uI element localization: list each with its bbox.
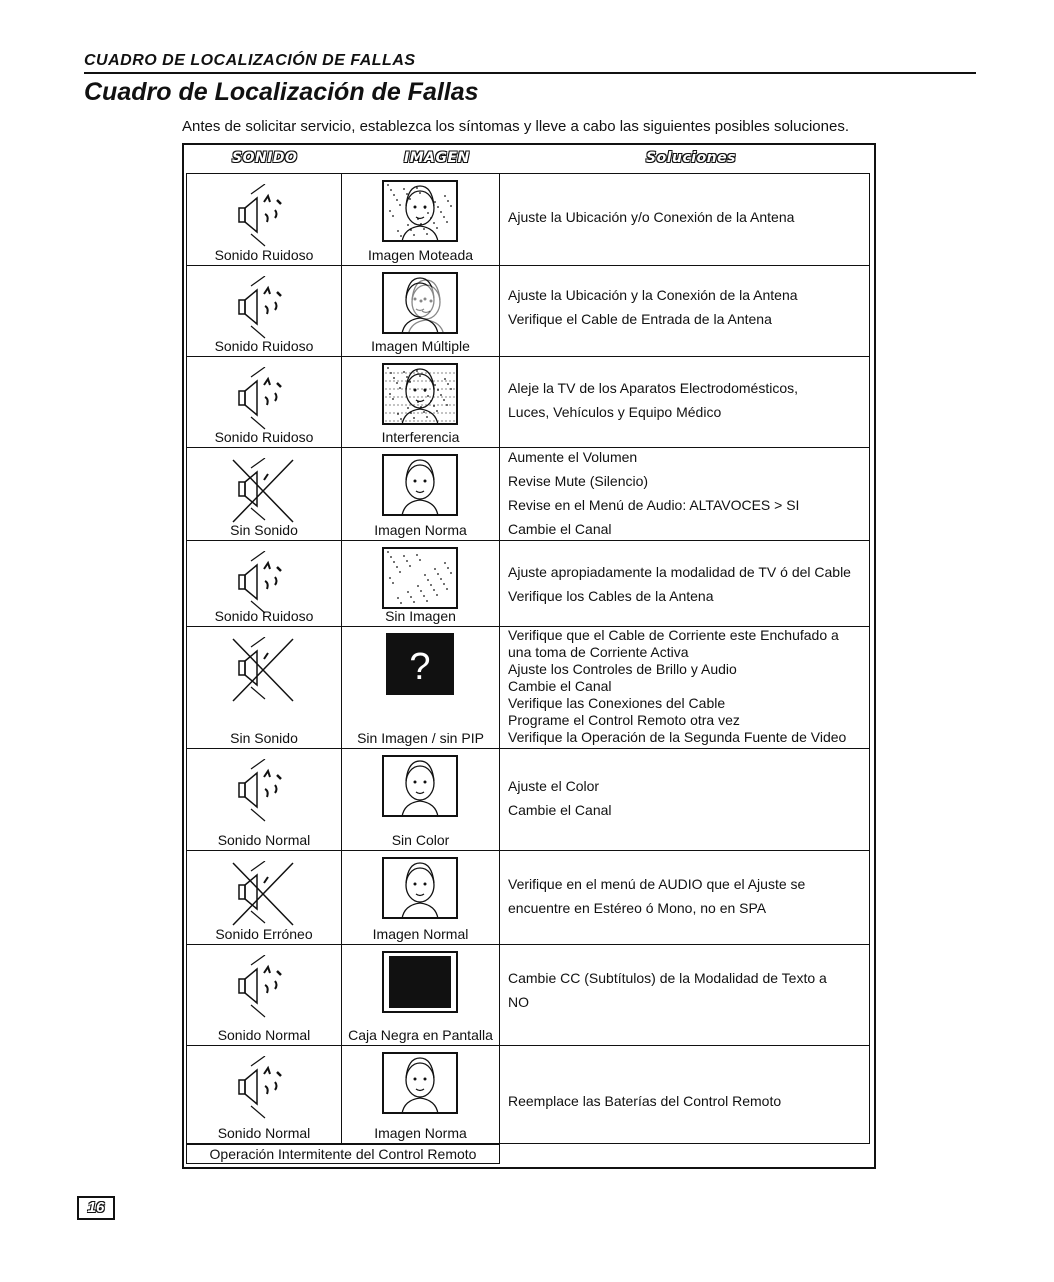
image-cell (342, 174, 500, 266)
table-row (186, 851, 870, 945)
solution-line: Cambie el Canal (508, 802, 612, 818)
solution-line: Verifique en el menú de AUDIO que el Ajuste se (508, 876, 806, 892)
section-label: CUADRO DE LOCALIZACIÓN DE FALLAS (84, 52, 976, 74)
normal-tv-icon (382, 755, 458, 817)
table-row (186, 448, 870, 541)
solution-line: Verifique las Conexiones del Cable (508, 695, 726, 711)
solution-line: Ajuste el Color (508, 778, 600, 794)
interference-tv-icon (382, 363, 458, 425)
table-row (186, 266, 870, 357)
black-box-tv-icon (382, 951, 458, 1013)
normal-tv-icon (382, 1052, 458, 1114)
image-cell (342, 357, 500, 448)
image-cell (342, 541, 500, 627)
sound-cell (186, 1046, 342, 1144)
solution-line: Programe el Control Remoto otra vez (508, 712, 740, 728)
sound-cell (186, 945, 342, 1046)
noisy-speaker-icon (231, 276, 297, 344)
normal-tv-icon (382, 454, 458, 516)
image-cell (342, 627, 500, 749)
normal-tv-icon (382, 857, 458, 919)
solutions-cell (500, 541, 870, 627)
solution-line: Ajuste la Ubicación y la Conexión de la Antena (508, 287, 798, 303)
solution-line: Verifique que el Cable de Corriente este Enchufado a (508, 627, 839, 643)
solution-line: Cambie el Canal (508, 678, 612, 694)
page-number: 16 (77, 1196, 115, 1220)
speckled-tv-icon (382, 180, 458, 242)
solution-line: Ajuste apropiadamente la modalidad de TV ó del Cable (508, 564, 851, 580)
intro-text: Antes de solicitar servicio, establezca los síntomas y lleve a cabo las siguientes posibles soluciones. (182, 118, 850, 135)
image-label: Interferencia (381, 429, 460, 445)
header-image: IMAGEN (404, 150, 470, 166)
table-row (186, 541, 870, 627)
solution-line: Reemplace las Baterías del Control Remoto (508, 1093, 782, 1109)
image-cell (342, 851, 500, 945)
sound-label: Sonido Ruidoso (214, 608, 314, 624)
solutions-cell (500, 174, 870, 266)
image-cell (342, 266, 500, 357)
solution-line: Verifique el Cable de Entrada de la Antena (508, 311, 772, 327)
image-label: Imagen Norma (374, 522, 467, 538)
snow-tv-icon (382, 547, 458, 609)
solution-line: Ajuste la Ubicación y/o Conexión de la Antena (508, 209, 795, 225)
sound-cell (186, 851, 342, 945)
image-label: Sin Imagen (385, 608, 456, 624)
image-cell (342, 448, 500, 541)
sound-label: Sonido Erróneo (215, 926, 313, 942)
question-tv-icon (382, 633, 458, 695)
solution-line: Revise Mute (Silencio) (508, 473, 649, 489)
table-row (186, 749, 870, 851)
muted-speaker-icon (231, 637, 297, 705)
solution-line: Aumente el Volumen (508, 449, 638, 465)
normal-speaker-icon (231, 955, 297, 1023)
solutions-cell (500, 627, 870, 749)
table-row (186, 945, 870, 1046)
table-header (186, 147, 870, 173)
solutions-cell (500, 749, 870, 851)
sound-cell (186, 357, 342, 448)
sound-cell (186, 541, 342, 627)
sound-label: Sonido Normal (217, 832, 311, 848)
normal-speaker-icon (231, 759, 297, 827)
solutions-cell (500, 945, 870, 1046)
table-row (186, 357, 870, 448)
solution-line: Ajuste los Controles de Brillo y Audio (508, 661, 737, 677)
table-row (186, 627, 870, 749)
image-cell (342, 749, 500, 851)
muted-speaker-icon (231, 861, 297, 929)
image-label: Imagen Normal (372, 926, 469, 942)
solutions-cell (500, 1046, 870, 1144)
sound-cell (186, 749, 342, 851)
solution-line: Verifique los Cables de la Antena (508, 588, 714, 604)
solution-line: una toma de Corriente Activa (508, 644, 689, 660)
solutions-cell (500, 448, 870, 541)
solutions-cell (500, 357, 870, 448)
sound-label: Sonido Normal (217, 1125, 311, 1141)
sound-cell (186, 174, 342, 266)
image-label: Imagen Múltiple (371, 338, 470, 354)
image-label: Caja Negra en Pantalla (348, 1027, 493, 1043)
solution-line: NO (508, 994, 529, 1010)
image-label: Sin Imagen / sin PIP (357, 730, 484, 746)
ghost-tv-icon (382, 272, 458, 334)
noisy-speaker-icon (231, 367, 297, 435)
header-sound: SONIDO (232, 150, 298, 166)
sound-label: Sonido Ruidoso (214, 247, 314, 263)
normal-speaker-icon (231, 1056, 297, 1124)
header-solutions: Soluciones (646, 150, 736, 166)
footer-note: Operación Intermitente del Control Remoto (186, 1144, 500, 1164)
question-mark: ? (409, 646, 431, 688)
sound-cell (186, 627, 342, 749)
sound-cell (186, 448, 342, 541)
image-cell (342, 945, 500, 1046)
table-row (186, 174, 870, 266)
solution-line: Luces, Vehículos y Equipo Médico (508, 404, 722, 420)
sound-label: Sonido Ruidoso (214, 338, 314, 354)
image-label: Imagen Moteada (367, 247, 474, 263)
image-label: Sin Color (391, 832, 450, 848)
solutions-cell (500, 266, 870, 357)
solution-line: Revise en el Menú de Audio: ALTAVOCES > SI (508, 497, 800, 513)
noisy-speaker-icon (231, 184, 297, 252)
solutions-cell (500, 851, 870, 945)
page-title: Cuadro de Localización de Fallas (84, 78, 479, 106)
solution-line: Cambie el Canal (508, 521, 612, 537)
muted-speaker-icon (231, 458, 297, 526)
solution-line: Cambie CC (Subtítulos) de la Modalidad de Texto a (508, 970, 827, 986)
solution-line: Aleje la TV de los Aparatos Electrodomésticos, (508, 380, 799, 396)
sound-cell (186, 266, 342, 357)
image-label: Imagen Norma (374, 1125, 467, 1141)
solution-line: Verifique la Operación de la Segunda Fuente de Video (508, 729, 847, 745)
image-cell (342, 1046, 500, 1144)
sound-label: Sonido Ruidoso (214, 429, 314, 445)
solution-line: encuentre en Estéreo ó Mono, no en SPA (508, 900, 767, 916)
sound-label: Sin Sonido (230, 522, 298, 538)
sound-label: Sonido Normal (217, 1027, 311, 1043)
table-row (186, 1046, 870, 1144)
sound-label: Sin Sonido (230, 730, 298, 746)
